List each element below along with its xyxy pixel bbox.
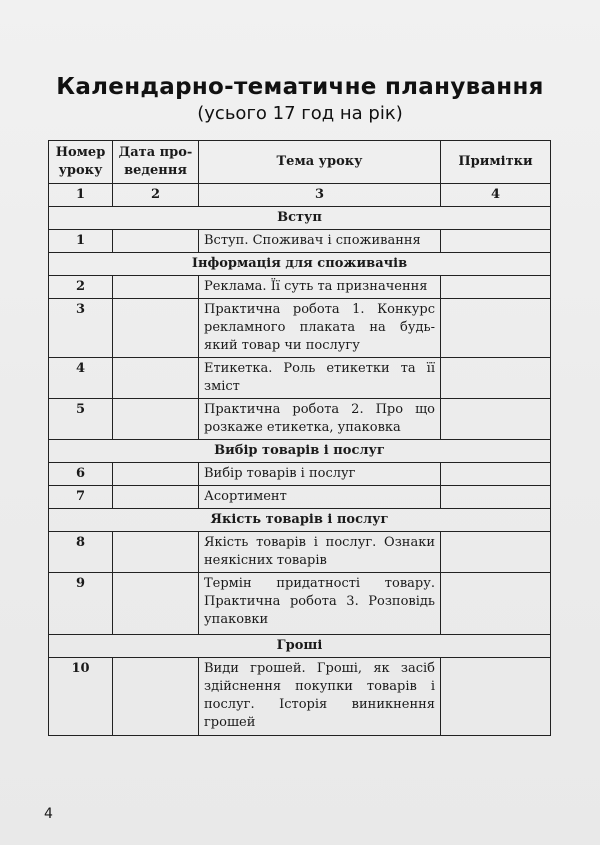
column-index: 4: [441, 184, 551, 207]
table-row: [49, 573, 551, 635]
lesson-notes: [441, 230, 551, 253]
header-date: Дата про-ведення: [113, 141, 199, 184]
lesson-topic: Вступ. Споживач і споживання: [199, 230, 441, 253]
table-row: [49, 486, 551, 509]
page-number: 4: [44, 806, 53, 822]
lesson-topic: Практична робота 2. Про що розкаже етикетка, упаковка: [199, 399, 441, 440]
header-lesson-number: Номер уроку: [49, 141, 113, 184]
lesson-number: 5: [49, 399, 113, 440]
section-row: [49, 440, 551, 463]
lesson-number: 4: [49, 358, 113, 399]
lesson-notes: [441, 299, 551, 358]
section-row: [49, 509, 551, 532]
lesson-notes: [441, 573, 551, 635]
section-title: Вибір товарів і послуг: [49, 440, 551, 463]
lesson-number: 1: [49, 230, 113, 253]
lesson-date: [113, 486, 199, 509]
section-row: [49, 253, 551, 276]
lesson-number: 2: [49, 276, 113, 299]
section-title: Інформація для споживачів: [49, 253, 551, 276]
section-title: Якість товарів і послуг: [49, 509, 551, 532]
lesson-notes: [441, 399, 551, 440]
column-index-row: [49, 184, 551, 207]
header-topic: Тема уроку: [199, 141, 441, 184]
page-title: Календарно-тематичне планування: [56, 74, 544, 100]
lesson-notes: [441, 358, 551, 399]
column-index: 3: [199, 184, 441, 207]
lesson-topic: Якість товарів і послуг. Ознаки неякісних товарів: [199, 532, 441, 573]
table-row: [49, 276, 551, 299]
lesson-date: [113, 276, 199, 299]
lesson-date: [113, 299, 199, 358]
header-notes: Примітки: [441, 141, 551, 184]
lesson-date: [113, 230, 199, 253]
column-index: 1: [49, 184, 113, 207]
table-row: [49, 358, 551, 399]
lesson-date: [113, 399, 199, 440]
lesson-notes: [441, 486, 551, 509]
lesson-date: [113, 463, 199, 486]
lesson-number: 8: [49, 532, 113, 573]
table-row: [49, 463, 551, 486]
lesson-notes: [441, 532, 551, 573]
lesson-notes: [441, 276, 551, 299]
section-title: Гроші: [49, 635, 551, 658]
table-row: [49, 658, 551, 736]
lesson-date: [113, 358, 199, 399]
table-row: [49, 532, 551, 573]
lesson-number: 3: [49, 299, 113, 358]
table-row: [49, 299, 551, 358]
page-subtitle: (усього 17 год на рік): [197, 103, 403, 124]
lesson-topic: Вибір товарів і послуг: [199, 463, 441, 486]
table-row: [49, 230, 551, 253]
lesson-topic: Види грошей. Гроші, як засіб здійснення покупки товарів і послуг. Історія виникнення грошей: [199, 658, 441, 736]
planning-table: [48, 140, 551, 736]
lesson-date: [113, 658, 199, 736]
section-row: [49, 635, 551, 658]
lesson-topic: Реклама. Її суть та призначення: [199, 276, 441, 299]
lesson-topic: Практична робота 1. Конкурс рекламного плаката на будь-який товар чи послугу: [199, 299, 441, 358]
lesson-number: 10: [49, 658, 113, 736]
section-title: Вступ: [49, 207, 551, 230]
lesson-topic: Асортимент: [199, 486, 441, 509]
lesson-notes: [441, 658, 551, 736]
column-index: 2: [113, 184, 199, 207]
lesson-number: 9: [49, 573, 113, 635]
lesson-notes: [441, 463, 551, 486]
lesson-date: [113, 573, 199, 635]
table-header-row: [49, 141, 551, 184]
lesson-topic: Етикетка. Роль етикетки та її зміст: [199, 358, 441, 399]
lesson-number: 7: [49, 486, 113, 509]
section-row: [49, 207, 551, 230]
table-row: [49, 399, 551, 440]
lesson-topic: Термін придатності товару. Практична робота 3. Розповідь упаковки: [199, 573, 441, 635]
lesson-date: [113, 532, 199, 573]
lesson-number: 6: [49, 463, 113, 486]
